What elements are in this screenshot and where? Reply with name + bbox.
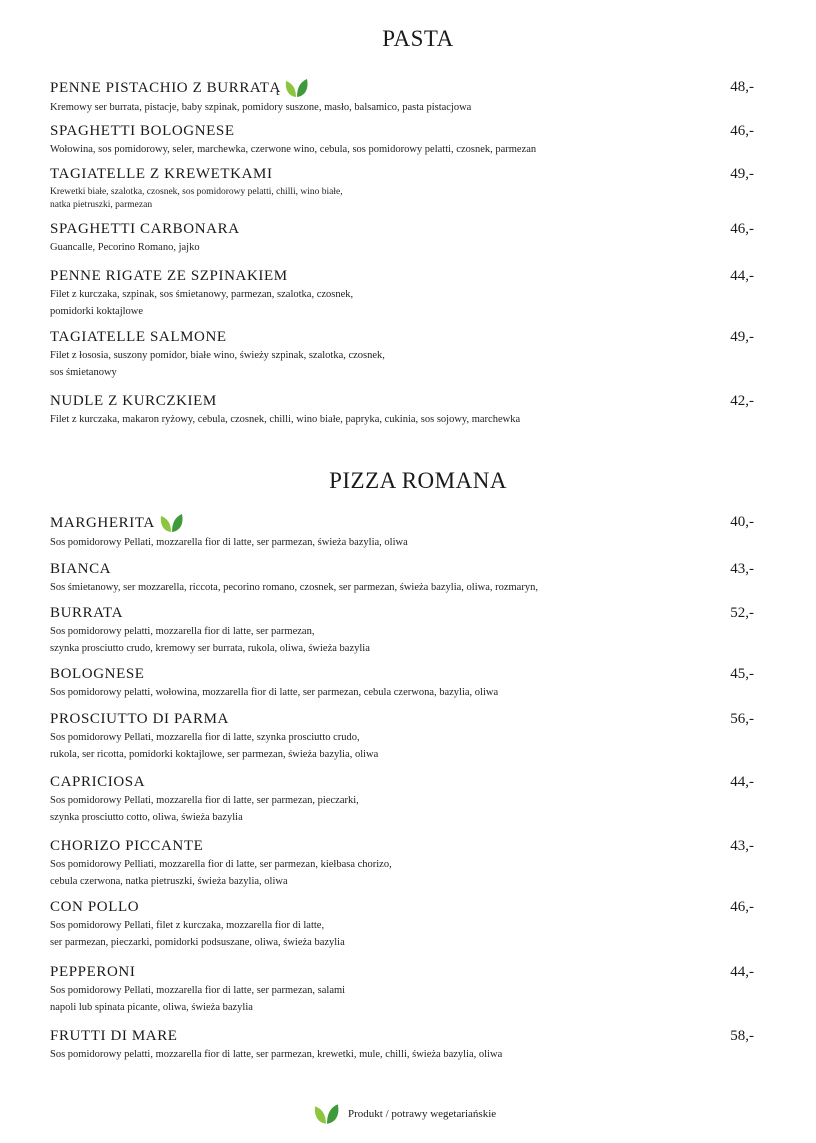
- vegetarian-leaf-icon: [285, 78, 309, 98]
- item-description: Filet z kurczaka, szpinak, sos śmietanowy, parmezan, szalotka, czosnek,: [50, 289, 354, 300]
- item-description: Sos pomidorowy Pellati, mozzarella fior di latte, ser parmezan, salami: [50, 985, 346, 996]
- item-name: PROSCIUTTO DI PARMA: [50, 711, 229, 727]
- menu-item: [50, 665, 770, 701]
- item-price: 46,-: [730, 221, 754, 237]
- item-description: napoli lub spinata picante, oliwa, świeża bazylia: [50, 1002, 253, 1013]
- item-name: PEPPERONI: [50, 964, 136, 980]
- item-description: cebula czerwona, natka pietruszki, świeża bazylia, oliwa: [50, 876, 288, 887]
- item-description: Sos pomidorowy pelatti, wołowina, mozzarella fior di latte, ser parmezan, cebula czerwona, bazylia, oliwa: [50, 687, 499, 698]
- item-description: Sos śmietanowy, ser mozzarella, riccota, pecorino romano, czosnek, ser parmezan, świeża bazylia, oliwa, rozmaryn,: [50, 582, 538, 593]
- item-price: 44,-: [730, 268, 754, 284]
- item-price: 52,-: [730, 605, 754, 621]
- item-description: Kremowy ser burrata, pistacje, baby szpinak, pomidory suszone, masło, balsamico, pasta pistacjowa: [50, 102, 472, 113]
- item-description: Sos pomidorowy pelatti, mozzarella fior di latte, ser parmezan,: [50, 626, 315, 637]
- item-name: TAGIATELLE Z KREWETKAMI: [50, 166, 273, 182]
- item-description: Filet z łososia, suszony pomidor, białe wino, świeży szpinak, szalotka, czosnek,: [50, 350, 385, 361]
- menu-item: [50, 220, 770, 256]
- menu-item: [50, 837, 770, 890]
- item-description: pomidorki koktajlowe: [50, 306, 144, 317]
- item-description: szynka prosciutto cotto, oliwa, świeża bazylia: [50, 812, 243, 823]
- item-description: Sos pomidorowy pelatti, mozzarella fior di latte, ser parmezan, krewetki, mule, chilli, świeża bazylia, oliwa: [50, 1049, 503, 1060]
- item-price: 58,-: [730, 1028, 754, 1044]
- item-name: SPAGHETTI BOLOGNESE: [50, 123, 235, 139]
- item-name: FRUTTI DI MARE: [50, 1028, 178, 1044]
- item-name: PENNE PISTACHIO Z BURRATĄ: [50, 80, 281, 96]
- menu-item: [50, 963, 770, 1016]
- item-price: 46,-: [730, 123, 754, 139]
- menu-item: [50, 604, 770, 657]
- item-price: 40,-: [730, 514, 754, 530]
- menu-item: [50, 710, 770, 763]
- item-description: Sos pomidorowy Pellati, mozzarella fior di latte, ser parmezan, pieczarki,: [50, 795, 359, 806]
- item-price: 46,-: [730, 899, 754, 915]
- item-price: 49,-: [730, 329, 754, 345]
- item-price: 48,-: [730, 79, 754, 95]
- legend-text: Produkt / potrawy wegetariańskie: [348, 1108, 497, 1120]
- item-name: CON POLLO: [50, 899, 140, 915]
- item-description: Filet z kurczaka, makaron ryżowy, cebula, czosnek, chilli, wino białe, papryka, cukinia, sos sojowy, marchewka: [50, 414, 521, 425]
- pizza-section-title: PIZZA ROMANA: [329, 468, 507, 493]
- vegetarian-leaf-icon: [159, 513, 185, 533]
- item-name: TAGIATELLE SALMONE: [50, 329, 227, 345]
- item-price: 44,-: [730, 774, 754, 790]
- menu-item: [50, 392, 770, 428]
- item-price: 42,-: [730, 393, 754, 409]
- item-price: 43,-: [730, 838, 754, 854]
- menu-item: [50, 1027, 770, 1063]
- menu-item: [50, 165, 770, 212]
- item-description: ser parmezan, pieczarki, pomidorki podsuszane, oliwa, świeża bazylia: [50, 937, 345, 948]
- menu-item: [50, 898, 770, 951]
- item-description: Wołowina, sos pomidorowy, seler, marchewka, czerwone wino, cebula, sos pomidorowy pelatti, czosnek, parmezan: [50, 144, 537, 155]
- vegetarian-leaf-icon: [314, 1103, 340, 1125]
- item-description: szynka prosciutto crudo, kremowy ser burrata, rukola, oliwa, świeża bazylia: [50, 643, 370, 654]
- item-description: Guancalle, Pecorino Romano, jajko: [50, 242, 200, 253]
- item-name: BURRATA: [50, 605, 124, 621]
- item-name: PENNE RIGATE ZE SZPINAKIEM: [50, 268, 288, 284]
- menu-item: [50, 513, 770, 551]
- menu-item: [50, 267, 770, 320]
- item-description: Sos pomidorowy Pelliati, mozzarella fior di latte, ser parmezan, kiełbasa chorizo,: [50, 859, 392, 870]
- menu-item: [50, 560, 770, 596]
- item-description: sos śmietanowy: [50, 367, 117, 378]
- item-price: 44,-: [730, 964, 754, 980]
- item-name: CHORIZO PICCANTE: [50, 838, 204, 854]
- menu-item: [50, 122, 770, 158]
- menu-item: [50, 78, 770, 116]
- item-name: CAPRICIOSA: [50, 774, 146, 790]
- item-description: Krewetki białe, szalotka, czosnek, sos pomidorowy pelatti, chilli, wino białe,: [50, 187, 343, 197]
- menu-item: [50, 773, 770, 826]
- item-name: NUDLE Z KURCZKIEM: [50, 393, 217, 409]
- item-price: 43,-: [730, 561, 754, 577]
- item-description: rukola, ser ricotta, pomidorki koktajlowe, ser parmezan, świeża bazylia, oliwa: [50, 749, 379, 760]
- item-price: 56,-: [730, 711, 754, 727]
- item-description: Sos pomidorowy Pellati, filet z kurczaka, mozzarella fior di latte,: [50, 920, 325, 931]
- item-description: Sos pomidorowy Pellati, mozzarella fior di latte, szynka prosciutto crudo,: [50, 732, 360, 743]
- item-name: MARGHERITA: [50, 515, 155, 531]
- item-name: SPAGHETTI CARBONARA: [50, 221, 240, 237]
- item-name: BIANCA: [50, 561, 112, 577]
- item-price: 45,-: [730, 666, 754, 682]
- pasta-section-title: PASTA: [382, 26, 454, 51]
- item-description: natka pietruszki, parmezan: [50, 200, 153, 210]
- item-description: Sos pomidorowy Pellati, mozzarella fior di latte, ser parmezan, świeża bazylia, oliwa: [50, 537, 408, 548]
- item-name: BOLOGNESE: [50, 666, 145, 682]
- menu-item: [50, 328, 770, 381]
- item-price: 49,-: [730, 166, 754, 182]
- vegetarian-legend: [314, 1103, 496, 1125]
